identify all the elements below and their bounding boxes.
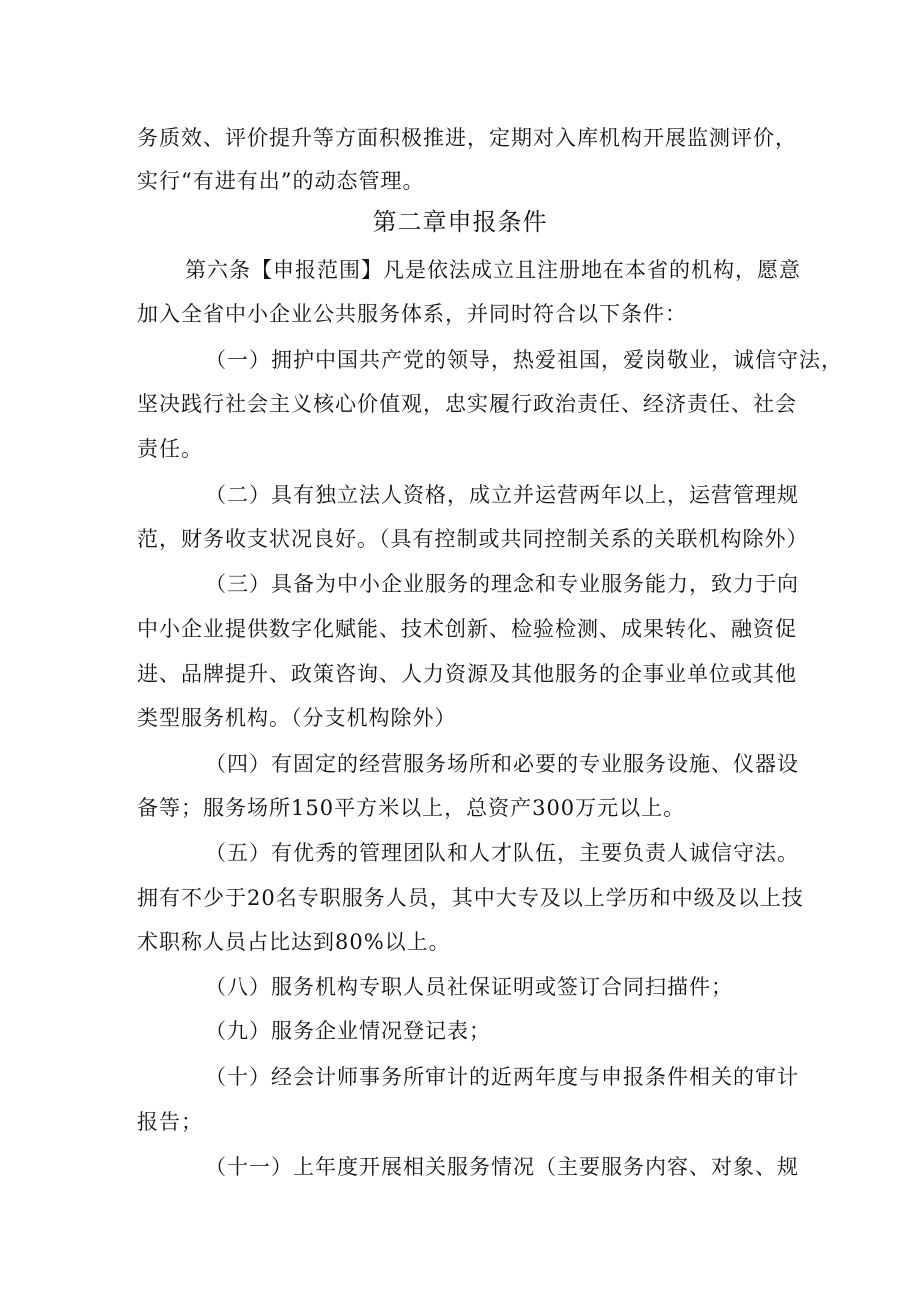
condition-10-line: （十）经会计师事务所审计的近两年度与申报条件相关的审计 [205,1065,799,1089]
condition-5-line: 术职称人员占比达到80%以上。 [137,930,451,954]
condition-8-line: （八）服务机构专职人员社保证明或签订合同扫描件； [205,975,733,999]
condition-5-line: 拥有不少于20名专职服务人员，其中大专及以上学历和中级及以上技 [137,886,804,910]
condition-3-line: 中小企业提供数字化赋能、技术创新、检验检测、成果转化、融资促 [137,617,797,641]
condition-10-line: 报告； [137,1110,203,1134]
condition-5-line: （五）有优秀的管理团队和人才队伍，主要负责人诚信守法。 [205,841,799,865]
article-6-line: 加入全省中小企业公共服务体系，并同时符合以下条件： [137,302,687,326]
condition-1-line: 坚决践行社会主义核心价值观，忠实履行政治责任、经济责任、社会 [137,392,797,416]
condition-3-line: 进、品牌提升、政策咨询、人力资源及其他服务的企事业单位或其他 [137,662,797,686]
condition-2-line: （二）具有独立法人资格，成立并运营两年以上，运营管理规 [205,483,799,507]
condition-9-line: （九）服务企业情况登记表； [205,1019,491,1043]
condition-3-line: 类型服务机构。（分支机构除外） [137,706,457,730]
condition-2-line: 范，财务收支状况良好。（具有控制或共同控制关系的关联机构除外） [137,527,809,551]
condition-4-line: 备等；服务场所150平方米以上，总资产300万元以上。 [137,796,686,820]
condition-4-line: （四）有固定的经营服务场所和必要的专业服务设施、仪器设 [205,752,799,776]
chapter-title: 第二章申报条件 [372,208,548,236]
article-6-line: 第六条【申报范围】凡是依法成立且注册地在本省的机构，愿意 [185,258,801,282]
condition-11-line: （十一）上年度开展相关服务情况（主要服务内容、对象、规 [205,1155,799,1179]
paragraph-line: 务质效、评价提升等方面积极推进，定期对入库机构开展监测评价， [137,126,797,150]
condition-3-line: （三）具备为中小企业服务的理念和专业服务能力，致力于向 [205,572,799,596]
paragraph-line: 实行“有进有出”的动态管理。 [137,169,425,193]
condition-1-line: 责任。 [137,437,203,461]
condition-1-line: （一）拥护中国共产党的领导，热爱祖国，爱岗敬业，诚信守法， [205,348,843,372]
